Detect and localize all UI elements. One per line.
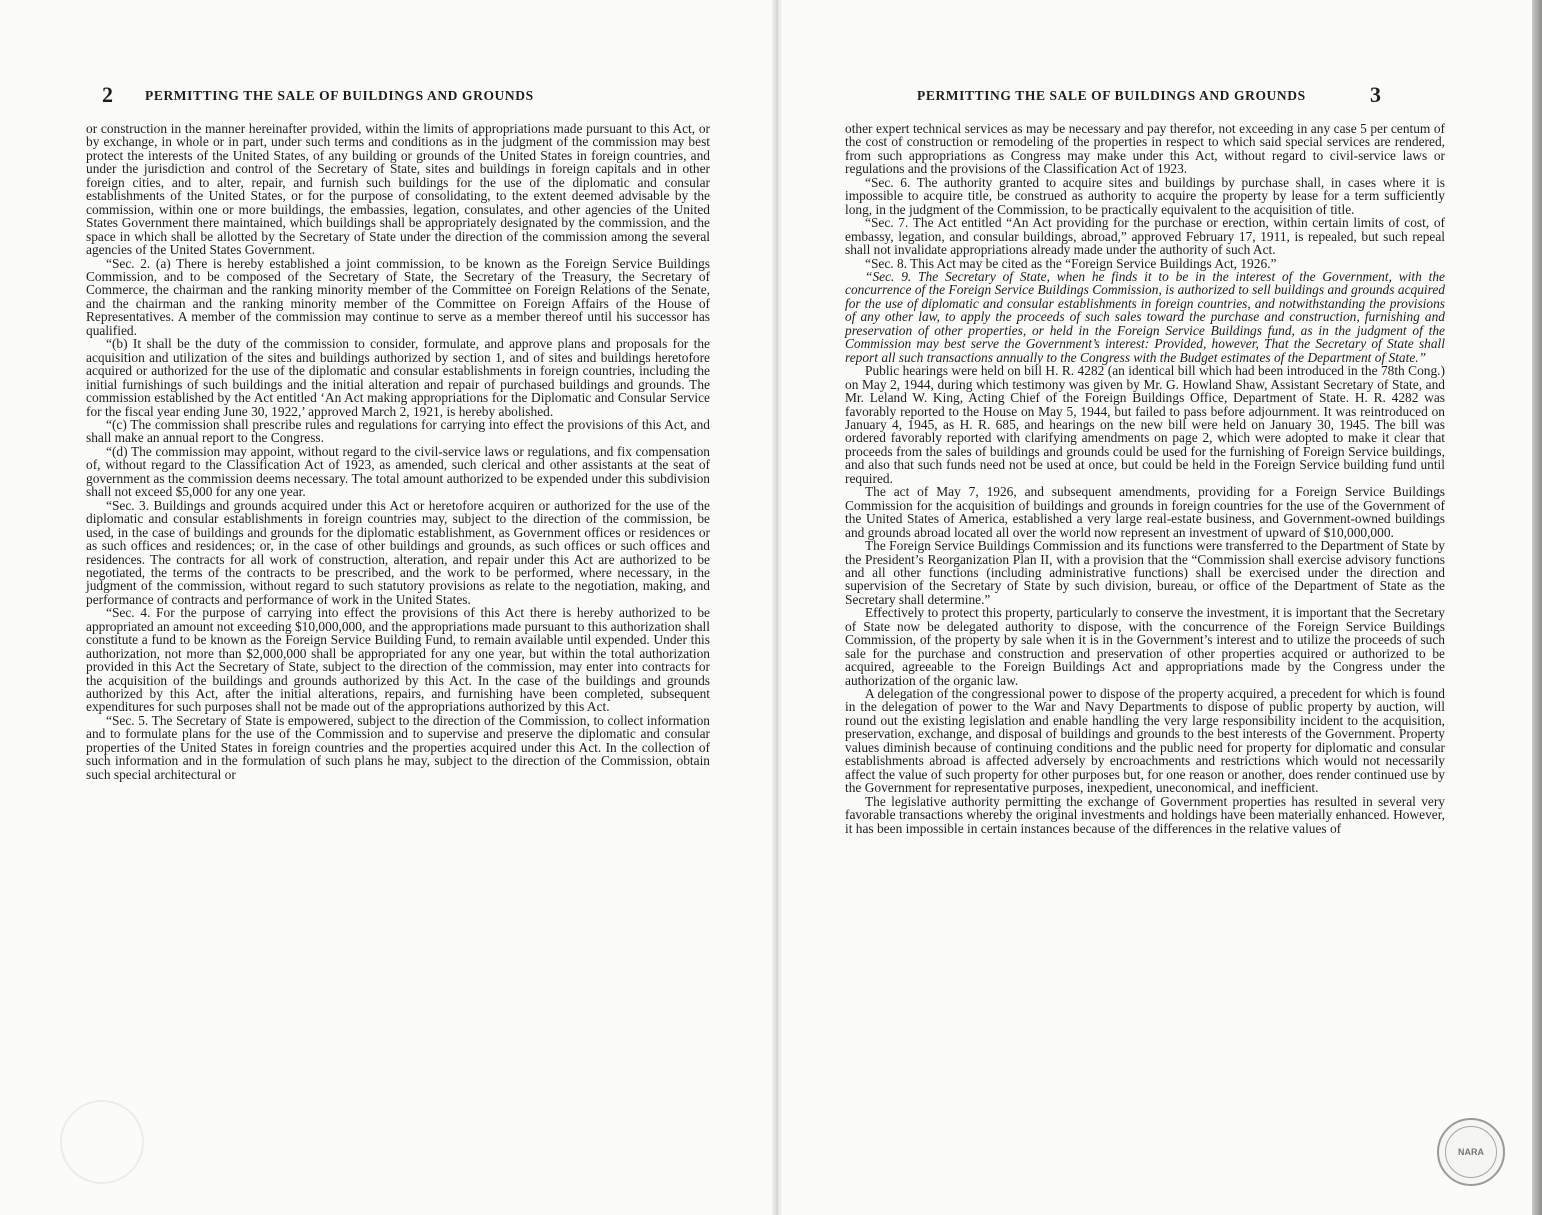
left-page-title: PERMITTING THE SALE OF BUILDINGS AND GROUNDS — [145, 88, 534, 103]
paragraph: Public hearings were held on bill H. R. 4282 (an identical bill which had been introduced in the 78th Cong.) on May 2, 1944, during which testimony was given by Mr. G. Howland Shaw, Assistant Secretary of State, and Mr. Leland W. King, Acting Chief of the Foreign Buildings Office, Department of State. H. R. 4282 was favorably reported to the House on May 5, 1944, but failed to pass before adjournment. It was reintroduced on January 4, 1945, as H. R. 685, and hearings on the new bill were held on January 30, 1945. The bill was ordered favorably reported with clarifying amendments on page 2, which were adopted to make it clear that proceeds from the sales of buildings and grounds could be used for the furnishing of Foreign Service buildings, and also that such funds need not be used at once, but could be held in the Foreign Service building fund until required. — [845, 363, 1445, 486]
paragraph: “(d) The commission may appoint, without regard to the civil-service laws or regulations, and fix compensation of, without regard to the Classification Act of 1923, as amended, such clerical and other assistants at the seat of government as the commission deems necessary. The total amount authorized to be expended under this subdivision shall not exceed $5,000 for any one year. — [86, 443, 710, 500]
paragraph: “Sec. 3. Buildings and grounds acquired under this Act or heretofore acquiren or authorized for the use of the diplomatic and consular establishments in foreign countries may, subject to the direction of the commission, be used, in the case of buildings and grounds for the diplomatic establishment, as Government offices or residences or as such offices and residences; or, in the case of other buildings and grounds, as such offices or such offices and residences. The contracts for all work of construction, alteration, and repair under this Act are authorized to be negotiated, the terms of the contracts to be prescribed, and the work to be performed, where necessary, in the judgment of the commission, without regard to such statutory provisions as relate to the negotiation, making, and performance of contracts and performance of work in the United States. — [86, 497, 710, 607]
paragraph: “Sec. 7. The Act entitled “An Act providing for the purchase or erection, within certain limits of cost, of embassy, legation, and consular buildings, abroad,” approved February 17, 1911, is repealed, but such repeal shall not invalidate appropriations already made under the authority of such Act. — [845, 215, 1445, 258]
paragraph: other expert technical services as may be necessary and pay therefor, not exceeding in any case 5 per centum of the cost of construction or remodeling of the properties in respect to which said special services are rendered, from such appropriations as Congress may make under this Act, without regard to civil-service laws or regulations and the provisions of the Classification Act of 1923. — [845, 121, 1445, 177]
paragraph: The Foreign Service Buildings Commission and its functions were transferred to the Department of State by the President’s Reorganization Plan II, with a provision that the “Commission shall exercise advisory functions and all other functions (including administrative functions) shall be exercised under the direction and supervision of the Secretary of State by such division, bureau, or office of the Department of State as the Secretary shall determine.” — [845, 538, 1445, 607]
paragraph: The act of May 7, 1926, and subsequent amendments, providing for a Foreign Service Buildings Commission for the acquisition of buildings and grounds in foreign countries for the use of the Government of the United States of America, established a very large real-estate business, and Government-owned buildings and grounds abroad located all over the world now represent an investment of upward of $10,000,000. — [845, 484, 1445, 540]
paragraph: Effectively to protect this property, particularly to conserve the investment, it is important that the Secretary of State now be delegated authority to dispose, with the concurrence of the Foreign Service Buildings Commission, of the property by sale when it is in the Government’s interest and to utilize the proceeds of such sale for the purchase and construction and preservation of other properties acquired or authorized to be acquired, agreeable to the Foreign Buildings Act and appropriations made by the Congress under the authorization of the organic law. — [845, 605, 1445, 688]
library-stamp — [1437, 1118, 1505, 1186]
scan-edge — [1532, 0, 1542, 1215]
paragraph-italic-amendment: “Sec. 9. The Secretary of State, when he finds it to be in the interest of the Government, with the concurrence of the Foreign Service Buildings Commission, is authorized to sell buildings and grounds acquired for the use of diplomatic and consular establishments in foreign countries, and notwithstanding the provisions of any other law, to apply the proceeds of such sales toward the purchase and construction, furnishing and preservation of other properties, or held in the Foreign Service Buildings fund, as in the judgment of the Commission may best serve the Government’s interest: Provided, however, That the Secretary of State shall report all such transactions annually to the Congress with the Budget estimates of the Department of State.” — [845, 268, 1445, 365]
right-page-title: PERMITTING THE SALE OF BUILDINGS AND GROUNDS — [917, 88, 1306, 103]
paragraph: “Sec. 4. For the purpose of carrying into effect the provisions of this Act there is hereby authorized to be appropriated an amount not exceeding $10,000,000, and the appropriations made pursuant to this authorization shall constitute a fund to be known as the Foreign Service Building Fund, to remain available until expended. Under this authorization, not more than $2,000,000 shall be appropriated for any one year, but within the total authorization provided in this Act the Secretary of State, subject to the direction of the commission, may enter into contracts for the acquisition of the buildings and grounds authorized by this Act. In the case of the buildings and grounds authorized by this Act, after the initial alterations, repairs, and furnishing have been completed, subsequent expenditures for such purposes shall not be made out of the appropriations authorized by this Act. — [86, 605, 710, 715]
left-page — [70, 0, 710, 1215]
paragraph: “Sec. 8. This Act may be cited as the “Foreign Service Buildings Act, 1926.” — [865, 255, 1277, 271]
right-page-body — [845, 122, 1445, 835]
right-page-header — [835, 82, 1440, 108]
paragraph: The legislative authority permitting the exchange of Government properties has resulted in several very favorable transactions whereby the original investments and holdings have been materially enhanced. However, it has been impossible in certain instances because of the differences in the relative values of — [845, 793, 1445, 836]
right-page — [835, 0, 1445, 1215]
paragraph: A delegation of the congressional power to dispose of the property acquired, a precedent for which is found in the delegation of power to the War and Navy Departments to dispose of public property by auction, will round out the existing legislation and enable handling the very large responsibility incident to the acquisition, preservation, exchange, and disposal of buildings and grounds to the best interests of the Government. Property values diminish because of continuing conditions and the public need for property for diplomatic and consular establishments abroad is affected adversely by encroachments and restrictions which would not necessarily affect the value of such property for other purposes but, for one reason or another, does render continued use by the Government for representative purposes, inexpedient, uneconomical, and inefficient. — [845, 686, 1445, 796]
left-page-body — [86, 122, 710, 781]
page-gutter — [772, 0, 782, 1215]
paragraph: “(b) It shall be the duty of the commission to consider, formulate, and approve plans and proposals for the acquisition and utilization of the sites and buildings authorized by section 1, and of sites and buildings heretofore acquired or authorized for the use of the diplomatic and consular establishments in foreign countries, including the initial furnishings of such buildings and the initial alteration and repair of purchased buildings and grounds. The commission established by the Act entitled ‘An Act making appropriations for the Diplomatic and Consular Service for the fiscal year ending June 30, 1922,’ approved March 2, 1921, is hereby abolished. — [86, 336, 710, 419]
paragraph: “Sec. 2. (a) There is hereby established a joint commission, to be known as the Foreign Service Buildings Commission, and to be composed of the Secretary of State, the Secretary of the Treasury, the Secretary of Commerce, the chairman and the ranking minority member of the Committee on Foreign Relations of the Senate, and the chairman and the ranking minority member of the Committee on Foreign Affairs of the House of Representatives. A member of the commission may continue to serve as a member thereof until his successor has qualified. — [86, 255, 710, 338]
paragraph: “(c) The commission shall prescribe rules and regulations for carrying into effect the provisions of this Act, and shall make an annual report to the Congress. — [86, 416, 710, 446]
library-stamp-label: NARA — [1445, 1126, 1497, 1178]
left-page-header — [70, 82, 710, 108]
paragraph: “Sec. 5. The Secretary of State is empowered, subject to the direction of the Commission, to collect information and to formulate plans for the use of the Commission and to supervise and preserve the diplomatic and consular properties of the United States in foreign countries and the properties acquired under this Act. In the collection of such information and in the formulation of such plans he may, subject to the direction of the Commission, obtain such special architectural or — [86, 712, 710, 782]
right-page-number: 3 — [1370, 82, 1381, 107]
paragraph: “Sec. 6. The authority granted to acquire sites and buildings by purchase shall, in cases where it is impossible to acquire title, be construed as authority to acquire the property by lease for a term sufficiently long, in the judgment of the Commission, to be practically equivalent to the acquisition of title. — [845, 174, 1445, 217]
left-page-number: 2 — [102, 82, 113, 107]
paragraph: or construction in the manner hereinafter provided, within the limits of appropriations made pursuant to this Act, or by exchange, in whole or in part, under such terms and conditions as in the judgment of the commission may best protect the interests of the United States, of any building or grounds of the United States in foreign countries, and under the jurisdiction and control of the Secretary of State, sites and buildings in foreign capitals and in other foreign cities, and to alter, repair, and furnish such buildings for the use of the diplomatic and consular establishments of the United States, or for the purpose of consolidating, to the extent deemed advisable by the commission, within one or more buildings, the embassies, legation, consulates, and other agencies of the United States Government there maintained, which buildings shall be appropriately designated by the commission, and the space in which shall be allotted by the Secretary of State under the direction of the commission among the several agencies of the United States Government. — [86, 121, 710, 258]
